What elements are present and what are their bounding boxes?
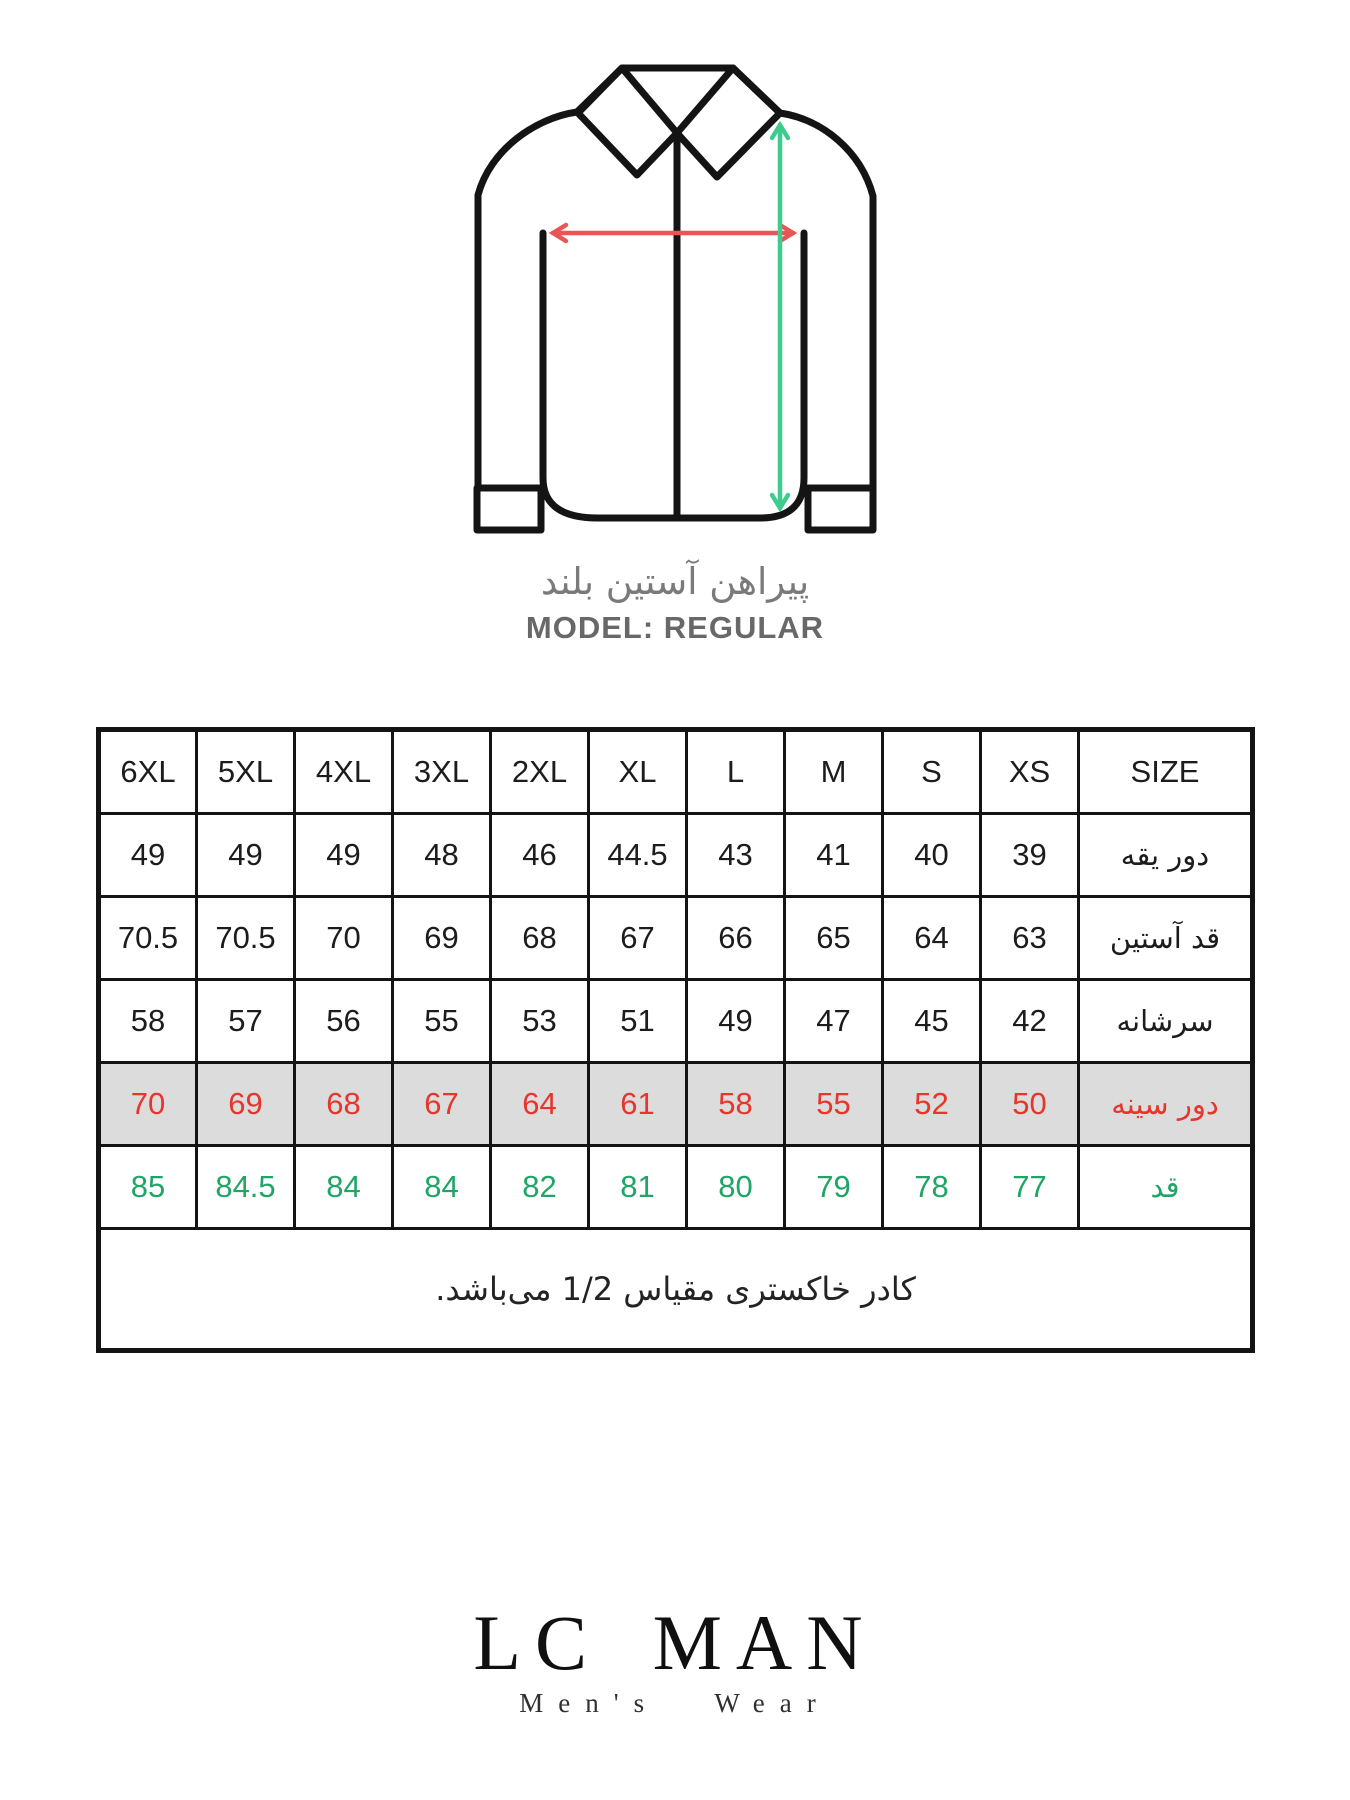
note-row (99, 1229, 1253, 1351)
table-cell: 80 (687, 1146, 785, 1229)
table-cell: 52 (883, 1063, 981, 1146)
table-cell: 56 (295, 980, 393, 1063)
table-cell: 43 (687, 814, 785, 897)
chest-width-arrow (553, 225, 793, 241)
table-cell: 41 (785, 814, 883, 897)
table-cell: 67 (393, 1063, 491, 1146)
table-cell: 51 (589, 980, 687, 1063)
table-cell: 84.5 (197, 1146, 295, 1229)
table-cell: 53 (491, 980, 589, 1063)
size-header-row (99, 730, 1253, 814)
header-l: L (687, 730, 785, 814)
header-4xl: 4XL (295, 730, 393, 814)
table-cell: 46 (491, 814, 589, 897)
table-cell: 49 (295, 814, 393, 897)
brand-tagline: Men's Wear (519, 1688, 831, 1718)
table-cell: 50 (981, 1063, 1079, 1146)
table-cell: 55 (393, 980, 491, 1063)
table-cell: 68 (491, 897, 589, 980)
row-label-chest: دور سینه (1079, 1063, 1253, 1146)
table-cell: 79 (785, 1146, 883, 1229)
table-cell: 57 (197, 980, 295, 1063)
header-2xl: 2XL (491, 730, 589, 814)
table-cell: 45 (883, 980, 981, 1063)
table-cell: 70 (295, 897, 393, 980)
header-6xl: 6XL (99, 730, 197, 814)
table-cell: 44.5 (589, 814, 687, 897)
table-cell: 84 (295, 1146, 393, 1229)
table-cell: 65 (785, 897, 883, 980)
table-cell: 85 (99, 1146, 197, 1229)
table-cell: 70 (99, 1063, 197, 1146)
table-cell: 67 (589, 897, 687, 980)
row-label-sleeve-length: قد آستین (1079, 897, 1253, 980)
table-cell: 58 (99, 980, 197, 1063)
shirt-outline-svg (440, 45, 920, 545)
header-s: S (883, 730, 981, 814)
table-cell: 48 (393, 814, 491, 897)
table-cell: 55 (785, 1063, 883, 1146)
shirt-diagram (440, 45, 920, 545)
table-cell: 42 (981, 980, 1079, 1063)
table-cell: 49 (99, 814, 197, 897)
table-cell: 69 (393, 897, 491, 980)
model-label: MODEL: REGULAR (525, 610, 825, 645)
table-cell: 82 (491, 1146, 589, 1229)
chest-row-highlighted (99, 1063, 1253, 1146)
height-row (99, 1146, 1253, 1229)
table-cell: 64 (883, 897, 981, 980)
row-label-collar: دور یقه (1079, 814, 1253, 897)
table-cell: 70.5 (99, 897, 197, 980)
table-cell: 64 (491, 1063, 589, 1146)
table-cell: 68 (295, 1063, 393, 1146)
brand-logo: LC MAN (473, 1599, 877, 1686)
table-cell: 78 (883, 1146, 981, 1229)
header-5xl: 5XL (197, 730, 295, 814)
size-table (96, 727, 1255, 1353)
table-cell: 81 (589, 1146, 687, 1229)
table-cell: 49 (687, 980, 785, 1063)
row-label-height: قد (1079, 1146, 1253, 1229)
header-m: M (785, 730, 883, 814)
table-cell: 61 (589, 1063, 687, 1146)
table-cell: 40 (883, 814, 981, 897)
table-cell: 69 (197, 1063, 295, 1146)
header-3xl: 3XL (393, 730, 491, 814)
header-xs: XS (981, 730, 1079, 814)
table-cell: 84 (393, 1146, 491, 1229)
shoulder-row (99, 980, 1253, 1063)
table-cell: 58 (687, 1063, 785, 1146)
collar-row (99, 814, 1253, 897)
table-cell: 70.5 (197, 897, 295, 980)
table-cell: 77 (981, 1146, 1079, 1229)
table-cell: 63 (981, 897, 1079, 980)
header-size: SIZE (1079, 730, 1253, 814)
shirt-outline (477, 68, 873, 530)
table-cell: 49 (197, 814, 295, 897)
header-xl: XL (589, 730, 687, 814)
row-label-shoulder: سرشانه (1079, 980, 1253, 1063)
sleeve-length-row (99, 897, 1253, 980)
scale-note: کادر خاکستری مقیاس 1/2 می‌باشد. (99, 1229, 1253, 1351)
garment-caption: پیراهن آستین بلند (540, 560, 810, 603)
body-length-arrow (772, 125, 788, 508)
table-cell: 39 (981, 814, 1079, 897)
table-cell: 47 (785, 980, 883, 1063)
table-cell: 66 (687, 897, 785, 980)
